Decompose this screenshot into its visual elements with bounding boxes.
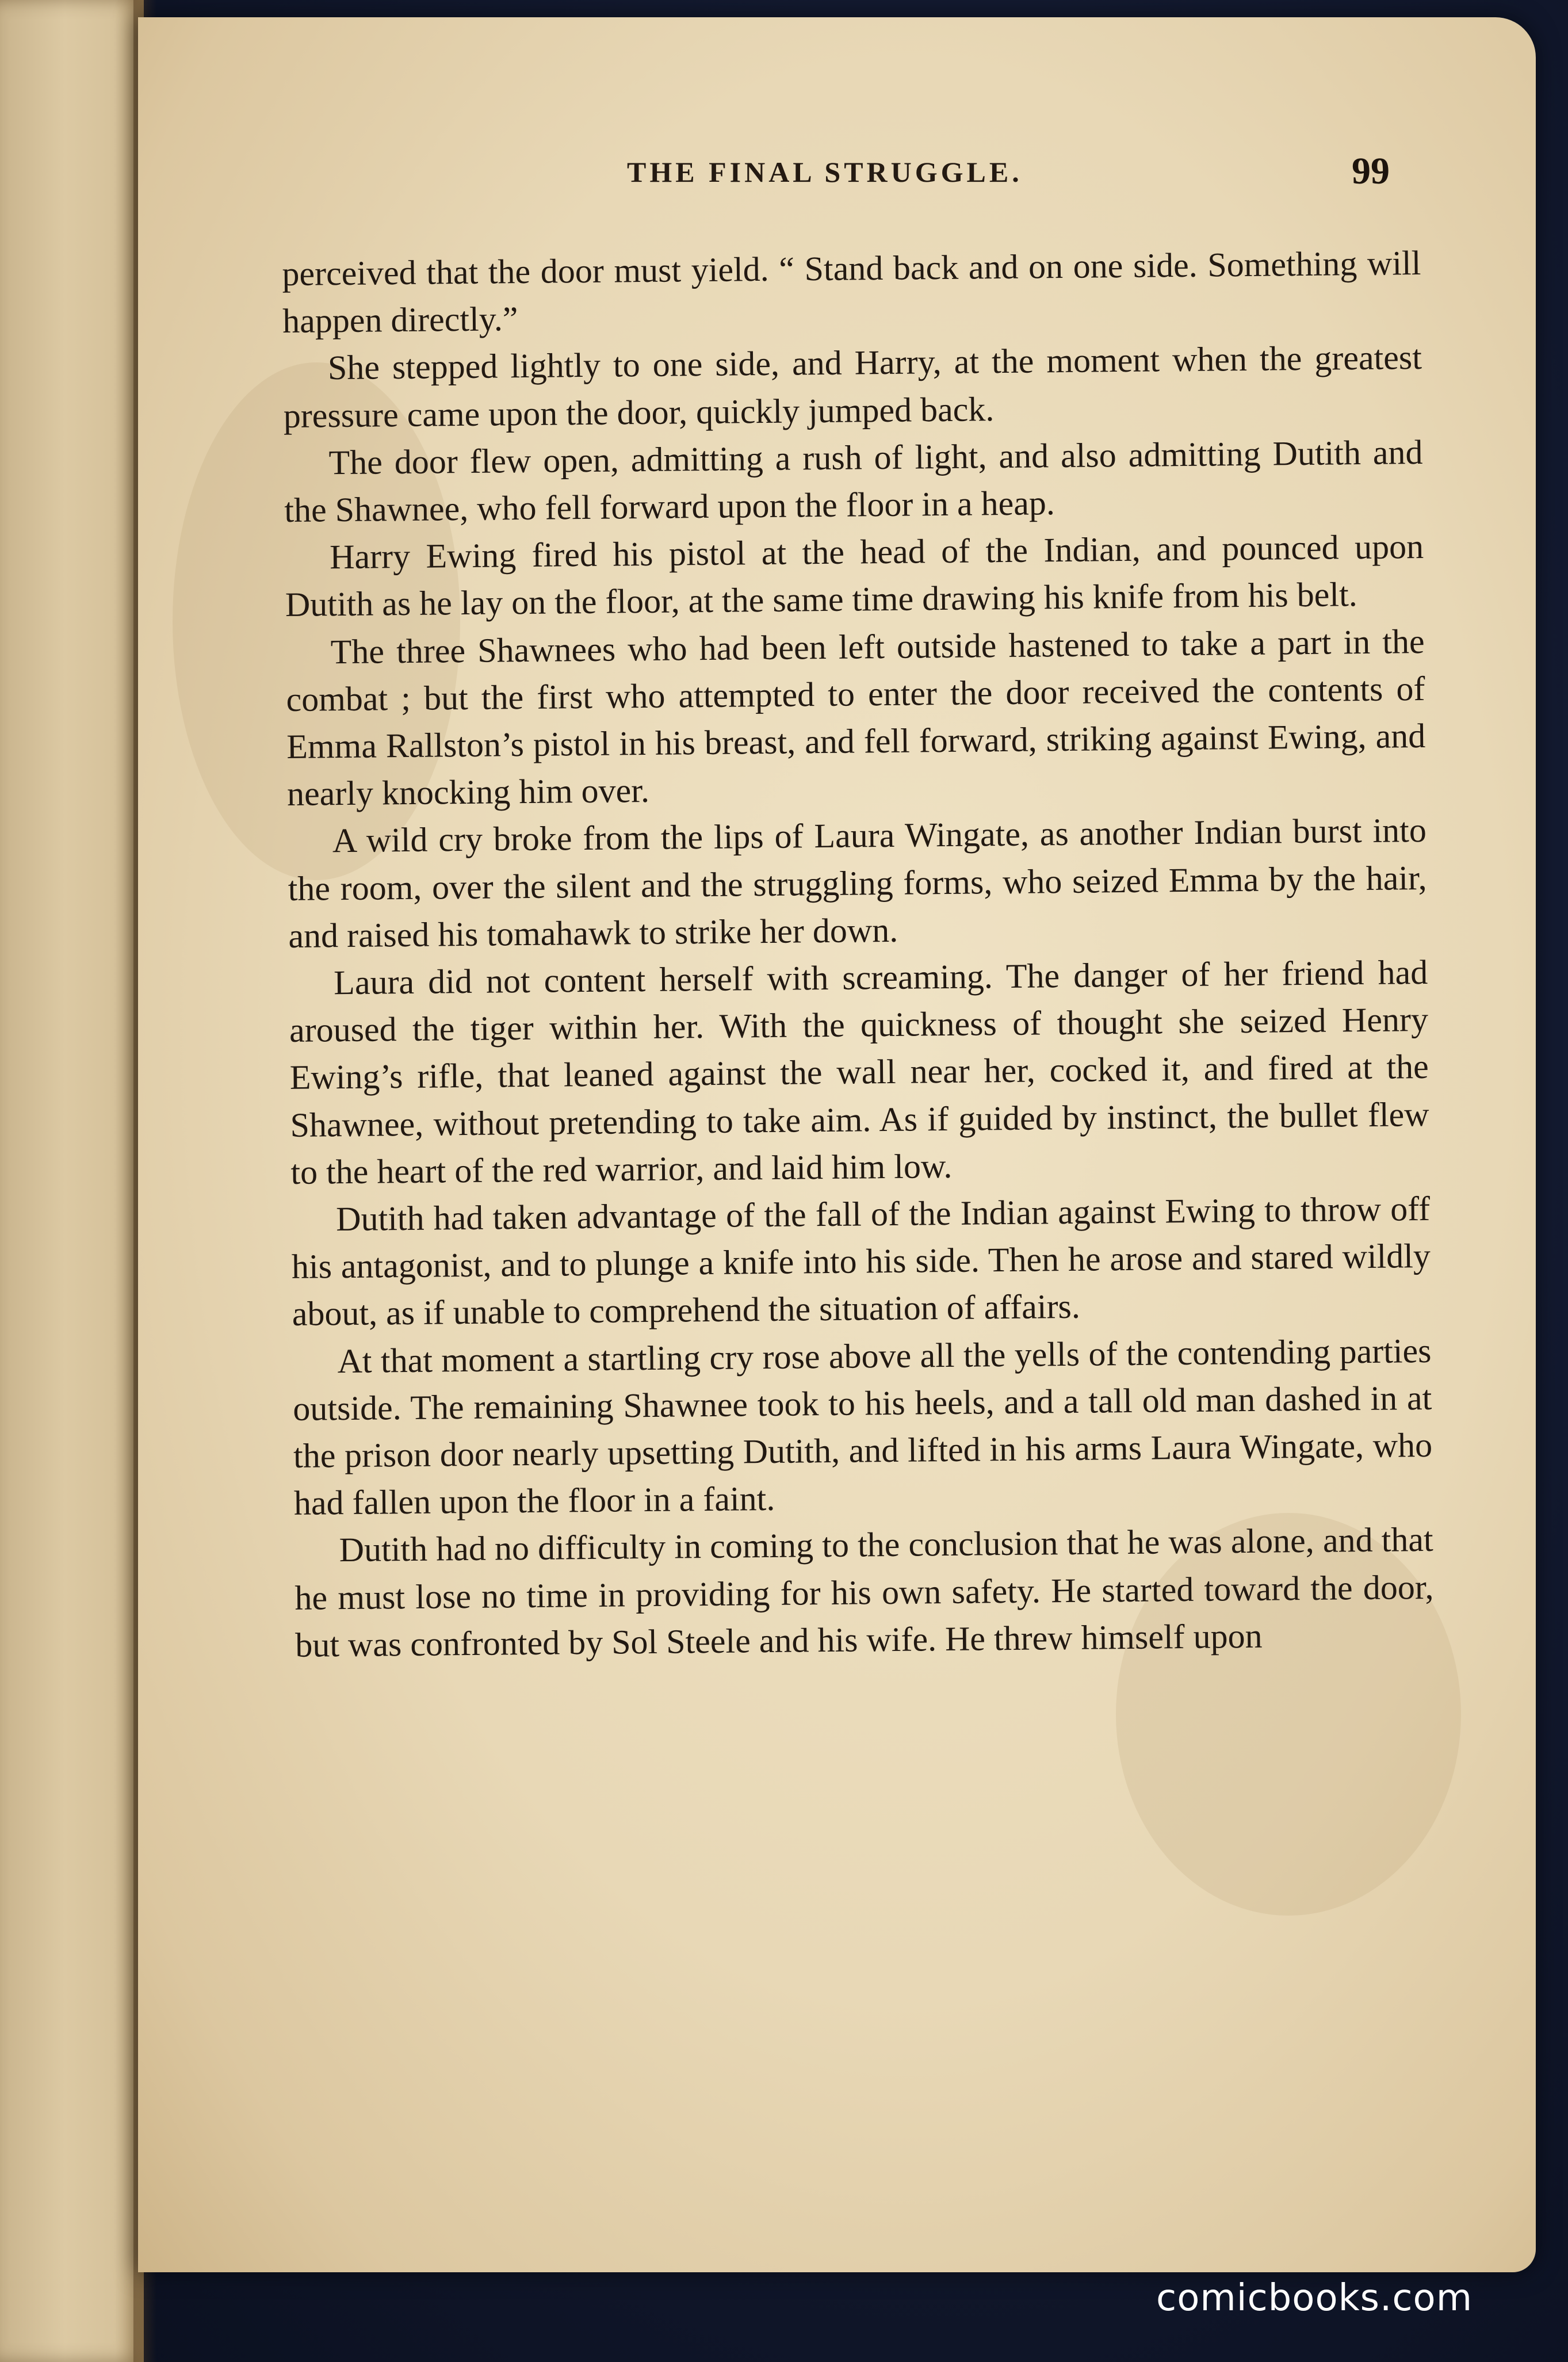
paragraph: Dutith had no difficulty in coming to the conclusion that he was alone, and that he must lose no time in providing for his own safety. He started toward the door, but was confronted by Sol Steele and his wife. He threw himself upon bbox=[295, 1520, 1434, 1664]
body-text bbox=[282, 239, 1435, 1669]
paragraph: At that moment a startling cry rose above all the yells of the contending parties outside. The remaining Shawnee took to his heels, and a tall old man dashed in at the prison door nearly upsetting Dutith, and lifted in his arms Laura Wingate, who had fallen upon the floor in a faint. bbox=[293, 1331, 1433, 1523]
book-page bbox=[138, 17, 1536, 2272]
running-head bbox=[138, 150, 1536, 201]
paragraph: She stepped lightly to one side, and Harry, at the moment when the greatest pressure came upon the door, quickly jumped back. bbox=[283, 338, 1422, 435]
paragraph: A wild cry broke from the lips of Laura Wingate, as another Indian burst into the room, over the silent and the struggling forms, who seized Emma by the hair, and raised his tomahawk to strike her down. bbox=[288, 811, 1427, 955]
paragraph: Harry Ewing fired his pistol at the head of the Indian, and pounced upon Dutith as he lay on the floor, at the same time drawing his knife from his belt. bbox=[285, 528, 1424, 624]
watermark: comicbooks.com bbox=[1156, 2277, 1473, 2319]
paragraph: The three Shawnees who had been left outside hastened to take a part in the combat ; but the first who attempted to enter the door received the contents of Emma Rallston’s pistol in his breast, and fell forward, striking against Ewing, and nearly knocking him over. bbox=[286, 622, 1426, 813]
paragraph: Dutith had taken advantage of the fall of the Indian against Ewing to throw off his antagonist, and to plunge a knife into his side. Then he arose and stared wildly about, as if unable to comprehend the situation of affairs. bbox=[291, 1189, 1431, 1333]
previous-page-edge bbox=[0, 0, 144, 2362]
running-title: THE FINAL STRUGGLE. bbox=[627, 156, 1023, 188]
page-number: 99 bbox=[1352, 150, 1390, 192]
paragraph: perceived that the door must yield. “ Stand back and on one side. Something will happen directly.” bbox=[282, 243, 1421, 341]
paragraph: Laura did not content herself with screaming. The danger of her friend had aroused the tiger within her. With the quickness of thought she seized Henry Ewing’s rifle, that leaned against the wall near her, cocked it, and fired at the Shawnee, without pretending to take aim. As if guided by instinct, the bullet flew to the heart of the red warrior, and laid him low. bbox=[289, 953, 1429, 1191]
paragraph: The door flew open, admitting a rush of light, and also admitting Dutith and the Shawnee, who fell forward upon the floor in a heap. bbox=[284, 433, 1423, 529]
